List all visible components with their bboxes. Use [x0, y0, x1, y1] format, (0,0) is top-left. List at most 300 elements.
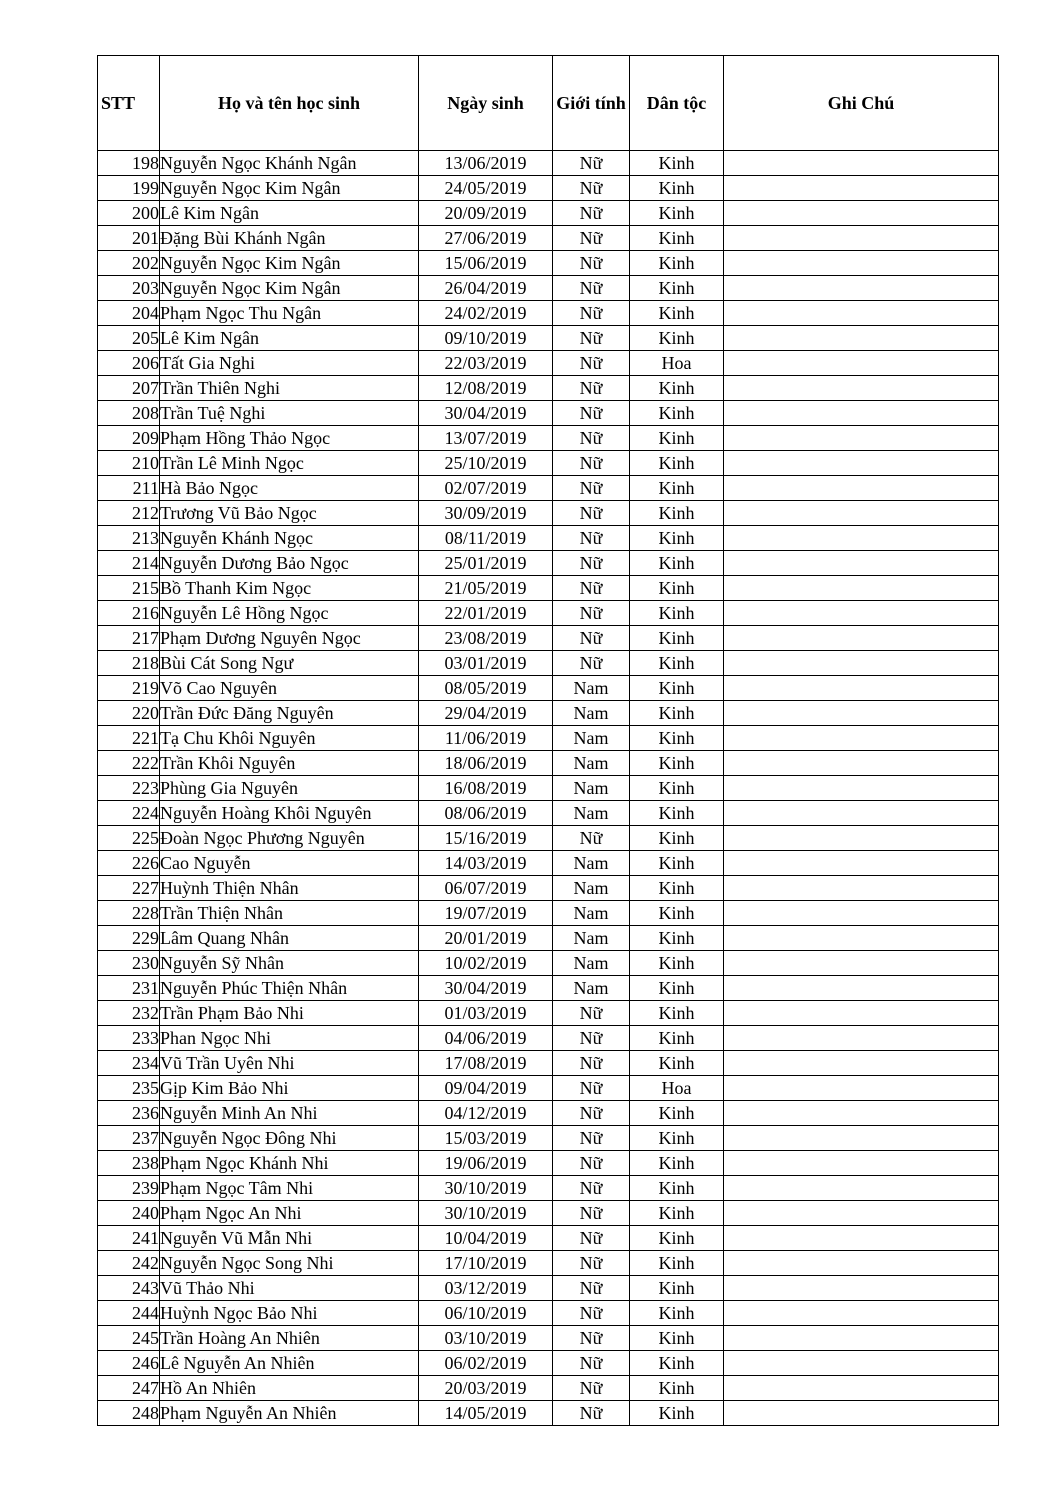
cell-stt: 216 [98, 601, 160, 626]
cell-note [724, 826, 999, 851]
cell-stt: 207 [98, 376, 160, 401]
table-row [98, 726, 999, 751]
cell-student-name: Vũ Trần Uyên Nhi [160, 1051, 419, 1076]
table-row [98, 751, 999, 776]
cell-stt: 227 [98, 876, 160, 901]
cell-ethnicity: Kinh [630, 1376, 724, 1401]
cell-note [724, 876, 999, 901]
cell-note [724, 751, 999, 776]
table-body [98, 151, 999, 1426]
cell-date-of-birth: 17/10/2019 [419, 1251, 553, 1276]
cell-note [724, 926, 999, 951]
cell-stt: 245 [98, 1326, 160, 1351]
cell-ethnicity: Kinh [630, 551, 724, 576]
cell-gender: Nữ [553, 1376, 630, 1401]
cell-note [724, 351, 999, 376]
cell-stt: 231 [98, 976, 160, 1001]
cell-date-of-birth: 10/04/2019 [419, 1226, 553, 1251]
cell-date-of-birth: 20/01/2019 [419, 926, 553, 951]
cell-date-of-birth: 15/16/2019 [419, 826, 553, 851]
cell-date-of-birth: 24/05/2019 [419, 176, 553, 201]
cell-ethnicity: Kinh [630, 476, 724, 501]
cell-gender: Nữ [553, 1301, 630, 1326]
table-row [98, 376, 999, 401]
cell-ethnicity: Kinh [630, 1151, 724, 1176]
cell-note [724, 1376, 999, 1401]
table-row [98, 426, 999, 451]
table-row [98, 351, 999, 376]
cell-ethnicity: Kinh [630, 826, 724, 851]
cell-note [724, 551, 999, 576]
cell-ethnicity: Kinh [630, 1301, 724, 1326]
cell-gender: Nam [553, 851, 630, 876]
cell-gender: Nữ [553, 1026, 630, 1051]
cell-stt: 241 [98, 1226, 160, 1251]
cell-ethnicity: Kinh [630, 976, 724, 1001]
cell-ethnicity: Hoa [630, 351, 724, 376]
cell-student-name: Phan Ngọc Nhi [160, 1026, 419, 1051]
cell-ethnicity: Kinh [630, 151, 724, 176]
cell-gender: Nữ [553, 1226, 630, 1251]
cell-ethnicity: Kinh [630, 1126, 724, 1151]
table-row [98, 876, 999, 901]
cell-student-name: Hà Bảo Ngọc [160, 476, 419, 501]
cell-ethnicity: Kinh [630, 876, 724, 901]
cell-student-name: Nguyễn Ngọc Kim Ngân [160, 176, 419, 201]
cell-date-of-birth: 09/04/2019 [419, 1076, 553, 1101]
cell-gender: Nữ [553, 301, 630, 326]
cell-stt: 204 [98, 301, 160, 326]
cell-gender: Nữ [553, 426, 630, 451]
cell-note [724, 1326, 999, 1351]
cell-ethnicity: Kinh [630, 901, 724, 926]
cell-student-name: Nguyễn Vũ Mẫn Nhi [160, 1226, 419, 1251]
table-row [98, 801, 999, 826]
cell-gender: Nữ [553, 551, 630, 576]
cell-student-name: Nguyễn Ngọc Song Nhi [160, 1251, 419, 1276]
cell-date-of-birth: 23/08/2019 [419, 626, 553, 651]
cell-student-name: Phạm Hồng Thảo Ngọc [160, 426, 419, 451]
cell-ethnicity: Kinh [630, 1001, 724, 1026]
cell-gender: Nam [553, 726, 630, 751]
table-row [98, 226, 999, 251]
cell-note [724, 1176, 999, 1201]
cell-gender: Nam [553, 801, 630, 826]
cell-date-of-birth: 30/04/2019 [419, 976, 553, 1001]
header-student-name: Họ và tên học sinh [160, 56, 419, 151]
cell-ethnicity: Kinh [630, 626, 724, 651]
cell-ethnicity: Kinh [630, 1326, 724, 1351]
cell-ethnicity: Kinh [630, 201, 724, 226]
cell-stt: 209 [98, 426, 160, 451]
table-row [98, 1251, 999, 1276]
table-row [98, 1401, 999, 1426]
cell-ethnicity: Kinh [630, 426, 724, 451]
cell-gender: Nữ [553, 1001, 630, 1026]
cell-stt: 225 [98, 826, 160, 851]
cell-date-of-birth: 21/05/2019 [419, 576, 553, 601]
cell-note [724, 401, 999, 426]
cell-student-name: Lê Kim Ngân [160, 326, 419, 351]
cell-ethnicity: Kinh [630, 801, 724, 826]
table-row [98, 526, 999, 551]
cell-date-of-birth: 25/01/2019 [419, 551, 553, 576]
cell-ethnicity: Kinh [630, 1026, 724, 1051]
table-row [98, 276, 999, 301]
cell-stt: 236 [98, 1101, 160, 1126]
cell-note [724, 676, 999, 701]
table-row [98, 1176, 999, 1201]
cell-stt: 215 [98, 576, 160, 601]
cell-note [724, 501, 999, 526]
cell-ethnicity: Kinh [630, 851, 724, 876]
table-row [98, 551, 999, 576]
cell-ethnicity: Kinh [630, 176, 724, 201]
cell-ethnicity: Kinh [630, 1201, 724, 1226]
cell-stt: 217 [98, 626, 160, 651]
table-row [98, 1376, 999, 1401]
cell-note [724, 901, 999, 926]
cell-ethnicity: Kinh [630, 1176, 724, 1201]
cell-stt: 229 [98, 926, 160, 951]
cell-student-name: Hồ An Nhiên [160, 1376, 419, 1401]
table-row [98, 976, 999, 1001]
cell-stt: 234 [98, 1051, 160, 1076]
cell-date-of-birth: 08/11/2019 [419, 526, 553, 551]
cell-date-of-birth: 30/10/2019 [419, 1176, 553, 1201]
table-row [98, 601, 999, 626]
cell-gender: Nam [553, 951, 630, 976]
cell-date-of-birth: 15/03/2019 [419, 1126, 553, 1151]
cell-note [724, 476, 999, 501]
table-row [98, 676, 999, 701]
cell-stt: 203 [98, 276, 160, 301]
cell-ethnicity: Kinh [630, 1276, 724, 1301]
cell-stt: 226 [98, 851, 160, 876]
cell-date-of-birth: 24/02/2019 [419, 301, 553, 326]
cell-student-name: Lâm Quang Nhân [160, 926, 419, 951]
header-note: Ghi Chú [724, 56, 999, 151]
cell-note [724, 701, 999, 726]
cell-note [724, 601, 999, 626]
cell-note [724, 1001, 999, 1026]
cell-stt: 202 [98, 251, 160, 276]
cell-student-name: Phùng Gia Nguyên [160, 776, 419, 801]
cell-note [724, 801, 999, 826]
cell-gender: Nữ [553, 1401, 630, 1426]
cell-gender: Nữ [553, 601, 630, 626]
cell-student-name: Tạ Chu Khôi Nguyên [160, 726, 419, 751]
cell-note [724, 1301, 999, 1326]
cell-gender: Nữ [553, 1276, 630, 1301]
student-roster-table [97, 55, 999, 1426]
cell-gender: Nữ [553, 526, 630, 551]
cell-ethnicity: Kinh [630, 226, 724, 251]
cell-stt: 199 [98, 176, 160, 201]
cell-student-name: Nguyễn Minh An Nhi [160, 1101, 419, 1126]
cell-date-of-birth: 25/10/2019 [419, 451, 553, 476]
table-row [98, 901, 999, 926]
cell-student-name: Phạm Ngọc An Nhi [160, 1201, 419, 1226]
cell-note [724, 1201, 999, 1226]
cell-ethnicity: Kinh [630, 526, 724, 551]
cell-student-name: Phạm Ngọc Khánh Nhi [160, 1151, 419, 1176]
cell-stt: 213 [98, 526, 160, 551]
cell-student-name: Trần Tuệ Nghi [160, 401, 419, 426]
cell-gender: Nam [553, 926, 630, 951]
cell-note [724, 776, 999, 801]
cell-ethnicity: Kinh [630, 1351, 724, 1376]
cell-gender: Nữ [553, 1351, 630, 1376]
cell-gender: Nữ [553, 826, 630, 851]
cell-gender: Nữ [553, 401, 630, 426]
table-row [98, 451, 999, 476]
cell-note [724, 851, 999, 876]
cell-gender: Nữ [553, 326, 630, 351]
cell-note [724, 376, 999, 401]
cell-gender: Nữ [553, 1151, 630, 1176]
cell-note [724, 226, 999, 251]
header-row [98, 56, 999, 151]
cell-note [724, 1401, 999, 1426]
cell-date-of-birth: 27/06/2019 [419, 226, 553, 251]
cell-note [724, 626, 999, 651]
cell-note [724, 1126, 999, 1151]
cell-note [724, 1026, 999, 1051]
cell-student-name: Huỳnh Ngọc Bảo Nhi [160, 1301, 419, 1326]
cell-ethnicity: Kinh [630, 376, 724, 401]
cell-note [724, 1151, 999, 1176]
table-row [98, 176, 999, 201]
cell-gender: Nữ [553, 1326, 630, 1351]
cell-student-name: Trần Phạm Bảo Nhi [160, 1001, 419, 1026]
cell-student-name: Nguyễn Dương Bảo Ngọc [160, 551, 419, 576]
cell-note [724, 301, 999, 326]
cell-stt: 238 [98, 1151, 160, 1176]
table-row [98, 1001, 999, 1026]
cell-student-name: Đoàn Ngọc Phương Nguyên [160, 826, 419, 851]
cell-date-of-birth: 15/06/2019 [419, 251, 553, 276]
cell-ethnicity: Kinh [630, 401, 724, 426]
cell-student-name: Trương Vũ Bảo Ngọc [160, 501, 419, 526]
header-gender: Giới tính [553, 56, 630, 151]
table-row [98, 951, 999, 976]
cell-ethnicity: Kinh [630, 251, 724, 276]
cell-student-name: Nguyễn Ngọc Kim Ngân [160, 276, 419, 301]
cell-gender: Nữ [553, 476, 630, 501]
header-date-of-birth: Ngày sinh [419, 56, 553, 151]
cell-student-name: Trần Khôi Nguyên [160, 751, 419, 776]
table-row [98, 1201, 999, 1226]
cell-ethnicity: Kinh [630, 576, 724, 601]
cell-gender: Nữ [553, 1101, 630, 1126]
cell-stt: 214 [98, 551, 160, 576]
cell-date-of-birth: 14/05/2019 [419, 1401, 553, 1426]
table-row [98, 926, 999, 951]
cell-student-name: Bồ Thanh Kim Ngọc [160, 576, 419, 601]
cell-date-of-birth: 06/10/2019 [419, 1301, 553, 1326]
cell-note [724, 201, 999, 226]
cell-student-name: Cao Nguyễn [160, 851, 419, 876]
cell-gender: Nữ [553, 1176, 630, 1201]
cell-stt: 198 [98, 151, 160, 176]
cell-stt: 211 [98, 476, 160, 501]
cell-date-of-birth: 30/09/2019 [419, 501, 553, 526]
cell-ethnicity: Hoa [630, 1076, 724, 1101]
cell-student-name: Nguyễn Khánh Ngọc [160, 526, 419, 551]
cell-date-of-birth: 02/07/2019 [419, 476, 553, 501]
cell-student-name: Phạm Dương Nguyên Ngọc [160, 626, 419, 651]
cell-gender: Nữ [553, 351, 630, 376]
cell-date-of-birth: 19/07/2019 [419, 901, 553, 926]
cell-student-name: Nguyễn Ngọc Đông Nhi [160, 1126, 419, 1151]
cell-stt: 223 [98, 776, 160, 801]
cell-student-name: Trần Thiên Nghi [160, 376, 419, 401]
table-row [98, 1051, 999, 1076]
cell-student-name: Trần Thiện Nhân [160, 901, 419, 926]
cell-date-of-birth: 08/05/2019 [419, 676, 553, 701]
cell-stt: 240 [98, 1201, 160, 1226]
cell-gender: Nam [553, 976, 630, 1001]
cell-stt: 219 [98, 676, 160, 701]
cell-note [724, 951, 999, 976]
cell-date-of-birth: 10/02/2019 [419, 951, 553, 976]
table-row [98, 1226, 999, 1251]
cell-date-of-birth: 04/12/2019 [419, 1101, 553, 1126]
cell-ethnicity: Kinh [630, 1226, 724, 1251]
cell-note [724, 1251, 999, 1276]
cell-note [724, 1226, 999, 1251]
cell-ethnicity: Kinh [630, 951, 724, 976]
cell-student-name: Đặng Bùi Khánh Ngân [160, 226, 419, 251]
cell-gender: Nữ [553, 1076, 630, 1101]
cell-gender: Nữ [553, 1201, 630, 1226]
cell-stt: 221 [98, 726, 160, 751]
cell-date-of-birth: 01/03/2019 [419, 1001, 553, 1026]
cell-gender: Nam [553, 676, 630, 701]
cell-ethnicity: Kinh [630, 451, 724, 476]
cell-gender: Nữ [553, 501, 630, 526]
table-row [98, 701, 999, 726]
table-row [98, 326, 999, 351]
cell-stt: 218 [98, 651, 160, 676]
cell-ethnicity: Kinh [630, 1051, 724, 1076]
cell-note [724, 576, 999, 601]
cell-ethnicity: Kinh [630, 301, 724, 326]
cell-date-of-birth: 09/10/2019 [419, 326, 553, 351]
cell-student-name: Nguyễn Ngọc Kim Ngân [160, 251, 419, 276]
cell-ethnicity: Kinh [630, 926, 724, 951]
cell-note [724, 1051, 999, 1076]
table-row [98, 1076, 999, 1101]
cell-date-of-birth: 04/06/2019 [419, 1026, 553, 1051]
cell-note [724, 151, 999, 176]
cell-gender: Nữ [553, 576, 630, 601]
table-row [98, 1026, 999, 1051]
cell-gender: Nữ [553, 176, 630, 201]
table-row [98, 1326, 999, 1351]
cell-gender: Nữ [553, 451, 630, 476]
cell-note [724, 276, 999, 301]
cell-gender: Nữ [553, 226, 630, 251]
cell-stt: 206 [98, 351, 160, 376]
table-row [98, 151, 999, 176]
cell-stt: 200 [98, 201, 160, 226]
cell-gender: Nữ [553, 1051, 630, 1076]
cell-stt: 220 [98, 701, 160, 726]
cell-note [724, 976, 999, 1001]
cell-note [724, 426, 999, 451]
cell-date-of-birth: 18/06/2019 [419, 751, 553, 776]
cell-gender: Nữ [553, 276, 630, 301]
cell-ethnicity: Kinh [630, 1101, 724, 1126]
cell-gender: Nữ [553, 376, 630, 401]
cell-stt: 235 [98, 1076, 160, 1101]
cell-stt: 222 [98, 751, 160, 776]
cell-date-of-birth: 03/10/2019 [419, 1326, 553, 1351]
cell-note [724, 651, 999, 676]
header-stt: STT [98, 56, 160, 151]
cell-stt: 230 [98, 951, 160, 976]
cell-gender: Nam [553, 876, 630, 901]
cell-date-of-birth: 08/06/2019 [419, 801, 553, 826]
cell-gender: Nữ [553, 151, 630, 176]
cell-date-of-birth: 29/04/2019 [419, 701, 553, 726]
cell-stt: 205 [98, 326, 160, 351]
cell-student-name: Gịp Kim Bảo Nhi [160, 1076, 419, 1101]
cell-ethnicity: Kinh [630, 501, 724, 526]
cell-ethnicity: Kinh [630, 601, 724, 626]
cell-student-name: Bùi Cát Song Ngư [160, 651, 419, 676]
table-row [98, 501, 999, 526]
cell-date-of-birth: 30/10/2019 [419, 1201, 553, 1226]
cell-note [724, 1101, 999, 1126]
cell-stt: 210 [98, 451, 160, 476]
cell-stt: 224 [98, 801, 160, 826]
cell-gender: Nữ [553, 1126, 630, 1151]
cell-student-name: Nguyễn Phúc Thiện Nhân [160, 976, 419, 1001]
cell-gender: Nam [553, 776, 630, 801]
cell-stt: 239 [98, 1176, 160, 1201]
cell-student-name: Phạm Ngọc Thu Ngân [160, 301, 419, 326]
cell-note [724, 1276, 999, 1301]
cell-ethnicity: Kinh [630, 726, 724, 751]
table-row [98, 301, 999, 326]
cell-student-name: Trần Đức Đăng Nguyên [160, 701, 419, 726]
cell-date-of-birth: 20/09/2019 [419, 201, 553, 226]
cell-stt: 232 [98, 1001, 160, 1026]
cell-date-of-birth: 26/04/2019 [419, 276, 553, 301]
table-row [98, 626, 999, 651]
cell-date-of-birth: 14/03/2019 [419, 851, 553, 876]
table-row [98, 651, 999, 676]
cell-stt: 242 [98, 1251, 160, 1276]
cell-student-name: Vũ Thảo Nhi [160, 1276, 419, 1301]
cell-student-name: Trần Lê Minh Ngọc [160, 451, 419, 476]
table-row [98, 1101, 999, 1126]
cell-stt: 244 [98, 1301, 160, 1326]
cell-ethnicity: Kinh [630, 326, 724, 351]
cell-gender: Nam [553, 901, 630, 926]
table-row [98, 1151, 999, 1176]
cell-ethnicity: Kinh [630, 276, 724, 301]
cell-date-of-birth: 06/02/2019 [419, 1351, 553, 1376]
header-ethnicity: Dân tộc [630, 56, 724, 151]
cell-date-of-birth: 11/06/2019 [419, 726, 553, 751]
cell-stt: 208 [98, 401, 160, 426]
cell-gender: Nam [553, 701, 630, 726]
cell-ethnicity: Kinh [630, 751, 724, 776]
